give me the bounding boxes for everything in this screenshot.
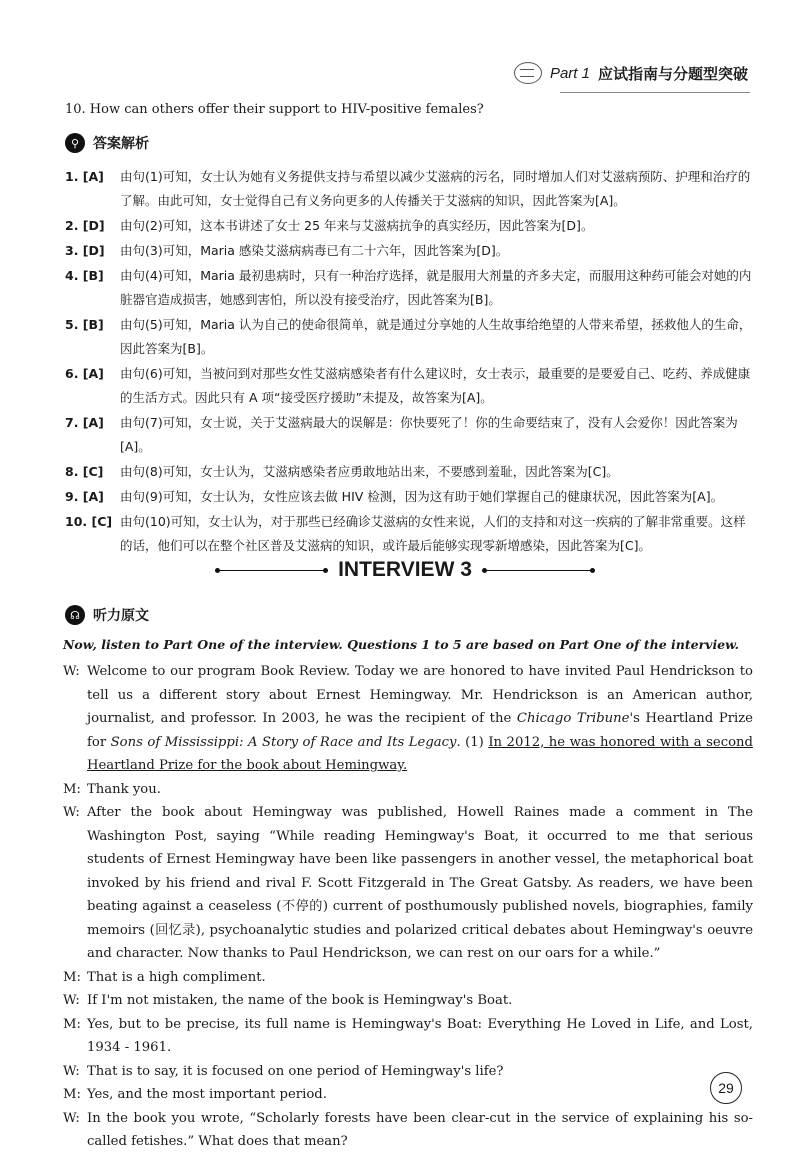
speaker-label: M: [63, 1087, 81, 1102]
dialogue-turn [63, 966, 753, 990]
dialogue-text: In the book you wrote, “Scholarly forests have been clear-cut in the service of explaining his so-called fetishes.” What does that mean? [87, 1110, 753, 1149]
transcript-title: 听力原文 [93, 608, 149, 624]
answer-item [65, 214, 755, 238]
answer-explanation: 由句(9)可知，女士认为，女性应该去做 HIV 检测，因为这有助于她们掌握自己的健康状况，因此答案为[A]。 [120, 489, 724, 504]
italic-title: Sons of Mississippi: A Story of Race and Its Legacy [110, 734, 457, 750]
answer-explanation: 由句(10)可知，女士认为，对于那些已经确诊艾滋病的女性来说，人们的支持和对这一疾病的了解非常重要。这样的话，他们可以在整个社区普及艾滋病的知识，或许最后能够实现零新增感染，因此答案为[C]。 [120, 514, 746, 553]
dialogue-turn [63, 1013, 753, 1060]
text-run: Welcome to our program Book Review. Today we are honored to have invited Paul Hendrickson to tell us a different story about Ernest Hemingway. Mr. Hendrickson is an American author, journalist, and professor. In 2003, he was the recipient of the [87, 664, 753, 726]
answer-item [65, 485, 755, 509]
answer-explanation: 由句(5)可知，Maria 认为自己的使命很简单，就是通过分享她的人生故事给绝望的人带来希望，拯救他人的生命，因此答案为[B]。 [120, 317, 752, 356]
dialogue-text: If I'm not mistaken, the name of the book is Hemingway's Boat. [87, 993, 513, 1008]
book-icon [514, 62, 542, 84]
answer-key: 1. [A] [65, 169, 104, 184]
answers-title: 答案解析 [93, 136, 149, 152]
dialogue-turn [63, 778, 753, 802]
part-label: Part 1 [549, 64, 590, 82]
headphones-icon: ☊ [65, 605, 85, 625]
dialogue-text: After the book about Hemingway was published, Howell Raines made a comment in The Washington Post, saying “While reading Hemingway's Boat, it occurred to me that serious students of Ernest Hemingway have been like passengers in another vessel, the metaphorical boat invoked by his friend and rival F. Scott Fitzgerald in The Great Gatsby. As readers, we have been beating against a ceaseless (不停的) current of posthumously published novels, biographies, family memoirs (回忆录), psychoanalytic studies and polarized critical debates about Hemingway's oeuvre and character. Now thanks to Paul Hendrickson, we can rest on our oars for a while.” [87, 805, 753, 961]
answer-item [65, 362, 755, 410]
answer-key: 3. [D] [65, 243, 105, 258]
part-subtitle: 应试指南与分题型突破 [597, 65, 748, 83]
answer-explanation: 由句(4)可知，Maria 最初患病时，只有一种治疗选择，就是服用大剂量的齐多夫定，而服用这种药可能会对她的内脏器官造成损害，她感到害怕，所以没有接受治疗，因此答案为[B]。 [120, 268, 752, 307]
transcript-heading [65, 605, 149, 625]
underlined-key-sentence: In 2012, he was honored with a second Heartland Prize for the book about Hemingway. [87, 734, 753, 773]
answer-key: 6. [A] [65, 366, 104, 381]
answer-explanation: 由句(3)可知，Maria 感染艾滋病病毒已有二十六年，因此答案为[D]。 [120, 243, 509, 258]
answers-heading [65, 133, 149, 153]
dialogue-turn [63, 989, 753, 1013]
dialogue-text: Yes, and the most important period. [87, 1087, 327, 1102]
dialogue-turn [63, 1107, 753, 1154]
speaker-label: W: [63, 993, 80, 1008]
answer-item [65, 264, 755, 312]
answer-explanation: 由句(2)可知，这本书讲述了女士 25 年来与艾滋病抗争的真实经历，因此答案为[D]。 [120, 218, 594, 233]
text-run: 's Heartland Prize for [87, 711, 753, 750]
answer-key: 8. [C] [65, 464, 104, 479]
dialogue-turn [63, 660, 753, 778]
dialogue-text [87, 660, 753, 778]
interview-title: INTERVIEW 3 [338, 558, 472, 581]
answer-key: 5. [B] [65, 317, 104, 332]
question-10: 10. How can others offer their support to HIV-positive females? [65, 102, 484, 117]
answer-item [65, 239, 755, 263]
speaker-label: M: [63, 969, 81, 985]
page-number: 29 [710, 1072, 742, 1104]
answer-key: 2. [D] [65, 218, 105, 233]
answer-key: 10. [C] [65, 514, 113, 529]
speaker-label: M: [63, 1016, 81, 1032]
page-header [514, 62, 748, 84]
answer-explanation: 由句(7)可知，女士说，关于艾滋病最大的误解是：你快要死了！你的生命要结束了，没有人会爱你！因此答案为[A]。 [120, 415, 738, 454]
answer-key: 4. [B] [65, 268, 104, 283]
text-run: . (1) [456, 734, 489, 750]
answer-explanation: 由句(6)可知，当被问到对那些女性艾滋病感染者有什么建议时，女士表示，最重要的是要爱自己、吃药、养成健康的生活方式。因此只有 A 项“接受医疗援助”未提及，故答案为[A]。 [120, 366, 751, 405]
answer-key: 7. [A] [65, 415, 104, 430]
transcript [63, 637, 753, 1154]
italic-title: Chicago Tribune [516, 711, 630, 726]
answer-item [65, 510, 755, 558]
speaker-label: W: [63, 1110, 80, 1126]
banner-rule-left [215, 570, 328, 571]
answer-explanation: 由句(1)可知，女士认为她有义务提供支持与希望以减少艾滋病的污名，同时增加人们对艾滋病预防、护理和治疗的了解。由此可知，女士觉得自己有义务向更多的人传播关于艾滋病的知识，因此答案为[A]。 [120, 169, 751, 208]
dialogue-turn [63, 1083, 753, 1107]
answer-explanation: 由句(8)可知，女士认为，艾滋病感染者应勇敢地站出来，不要感到羞耻，因此答案为[C]。 [120, 464, 619, 479]
header-rule [560, 92, 750, 93]
dialogue-text: That is a high compliment. [87, 969, 266, 985]
speaker-label: W: [63, 1063, 80, 1079]
banner-rule-right [482, 570, 595, 571]
answer-item [65, 313, 755, 361]
answer-item [65, 460, 755, 484]
dialogue-text: That is to say, it is focused on one period of Hemingway's life? [87, 1063, 504, 1079]
speaker-label: M: [63, 781, 81, 797]
dialogue-turn [63, 801, 753, 966]
transcript-intro: Now, listen to Part One of the interview. Questions 1 to 5 are based on Part One of the interview. [63, 637, 739, 652]
dialogue-text: Yes, but to be precise, its full name is Hemingway's Boat: Everything He Loved in Life, and Lost, 1934 - 1961. [87, 1016, 753, 1055]
interview-banner [215, 558, 595, 582]
dialogue-turn [63, 1060, 753, 1084]
magnifier-icon: ⚲ [65, 133, 85, 153]
dialogue-text: Thank you. [87, 781, 161, 797]
speaker-label: W: [63, 664, 80, 679]
speaker-label: W: [63, 805, 80, 820]
answer-item [65, 165, 755, 213]
answer-item [65, 411, 755, 459]
answer-list [65, 165, 755, 559]
answer-key: 9. [A] [65, 489, 104, 504]
